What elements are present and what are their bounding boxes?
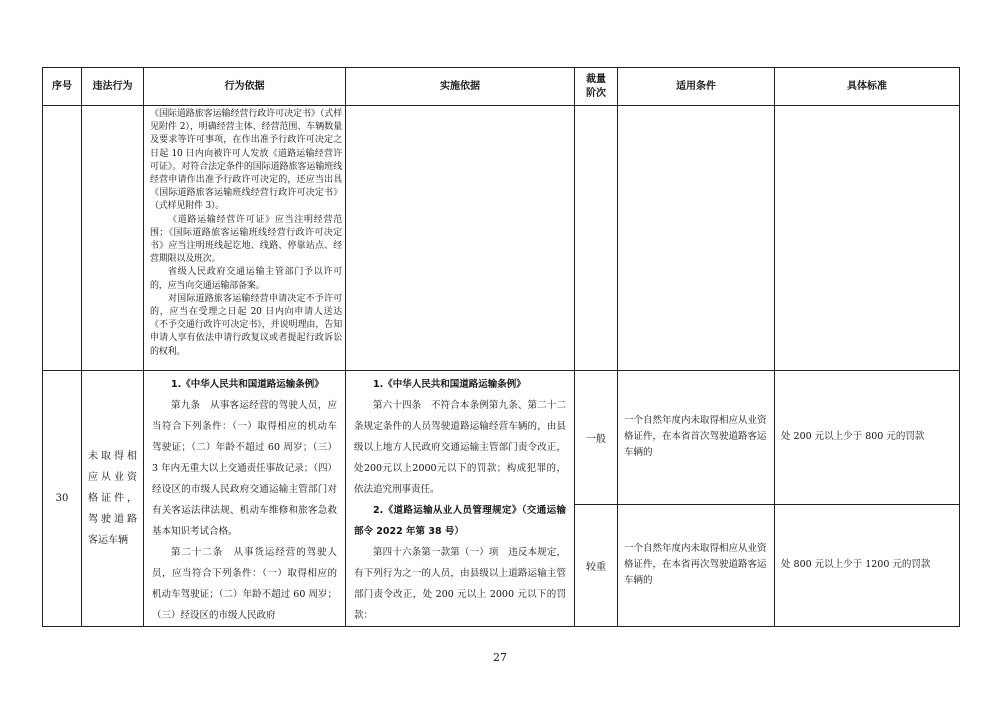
row30-impl-para: 第四十六条第一款第（一）项 违反本规定，有下列行为之一的人员，由县级以上道路运输主管部门责令改正，处 200 元以上 2000 元以下的罚款： — [354, 547, 566, 621]
table-row-30 — [43, 371, 960, 505]
header-violation: 违法行为 — [82, 68, 144, 106]
row30-seq: 30 — [43, 371, 82, 627]
row30-std-general: 处 200 元以上少于 800 元的罚款 — [775, 371, 960, 505]
cont-std-cell — [775, 106, 960, 371]
row30-basis-para: 第九条 从事客运经营的驾驶人员，应当符合下列条件：（一）取得相应的机动车驾驶证；（二）年龄不超过 60 周岁；（三）3 年内无重大以上交通责任事故记录；（四）经设区的市级人民政府交通运输主管部门对有关客运法律法规、机动车维修和旅客急救基本知识考试合格。 — [152, 400, 337, 537]
cont-cond-cell — [618, 106, 775, 371]
row30-violation: 未取得相应从业资格证件，驾驶道路客运车辆 — [82, 371, 144, 627]
cont-violation-cell — [82, 106, 144, 371]
cont-basis-para: 对国际道路旅客运输经营申请决定不予许可的，应当在受理之日起 20 日内向申请人送达《不予交通行政许可决定书》，并说明理由，告知申请人享有依法申请行政复议或者提起行政诉讼的权利。 — [150, 293, 342, 357]
cont-seq-cell — [43, 106, 82, 371]
cont-basis-cell — [144, 106, 346, 371]
discretion-standard-table — [42, 67, 960, 627]
row30-std-serious: 处 800 元以上少于 1200 元的罚款 — [775, 504, 960, 626]
cont-basis-para: 《道路运输经营许可证》应当注明经营范围；《国际道路旅客运输班线经营行政许可决定书》应当注明班线起讫地、线路、停靠站点、经营期限以及班次。 — [150, 214, 342, 265]
header-level: 裁量阶次 — [575, 68, 618, 106]
row30-level-general: 一般 — [575, 371, 618, 505]
row30-cond-serious: 一个自然年度内未取得相应从业资格证件，在本省再次驾驶道路客运车辆的 — [618, 504, 775, 626]
page-number: 27 — [493, 651, 507, 664]
row30-impl-head: 2.《道路运输从业人员管理规定》（交通运输部令 2022 年第 38 号） — [354, 505, 566, 537]
row30-basis-para: 第二十二条 从事货运经营的驾驶人员，应当符合下列条件：（一）取得相应的机动车驾驶证；（二）年龄不超过 60 周岁；（三）经设区的市级人民政府 — [152, 547, 337, 621]
table-header-row — [43, 68, 960, 106]
row30-level-serious: 较重 — [575, 504, 618, 626]
header-std: 具体标准 — [775, 68, 960, 106]
cont-level-cell — [575, 106, 618, 371]
table-row-continuation — [43, 106, 960, 371]
row30-basis — [144, 371, 346, 627]
row30-impl-para: 第六十四条 不符合本条例第九条、第二十二条规定条件的人员驾驶道路运输经营车辆的，由县级以上地方人民政府交通运输主管部门责令改正，处200元以上2000元以下的罚款；构成犯罪的，依法追究刑事责任。 — [354, 400, 566, 495]
header-basis: 行为依据 — [144, 68, 346, 106]
header-seq: 序号 — [43, 68, 82, 106]
row30-impl — [346, 371, 575, 627]
row30-basis-head: 1.《中华人民共和国道路运输条例》 — [171, 379, 324, 390]
cont-basis-para: 《国际道路旅客运输经营行政许可决定书》（式样见附件 2），明确经营主体、经营范围、车辆数量及要求等许可事项，在作出准予行政许可决定之日起 10 日内向被许可人发放《道路运输经营许可证》。对符合法定条件的国际道路旅客运输班线经营申请作出准予行政许可决定的，还应当出具《国际道路旅客运输班线经营行政许可决定书》（式样见附件 3）。 — [150, 109, 342, 212]
header-cond: 适用条件 — [618, 68, 775, 106]
cont-impl-cell — [346, 106, 575, 371]
row30-cond-general: 一个自然年度内未取得相应从业资格证件，在本省首次驾驶道路客运车辆的 — [618, 371, 775, 505]
header-impl: 实施依据 — [346, 68, 575, 106]
cont-basis-para: 省级人民政府交通运输主管部门予以许可的，应当向交通运输部备案。 — [150, 267, 342, 291]
row30-impl-head: 1.《中华人民共和国道路运输条例》 — [373, 379, 526, 390]
